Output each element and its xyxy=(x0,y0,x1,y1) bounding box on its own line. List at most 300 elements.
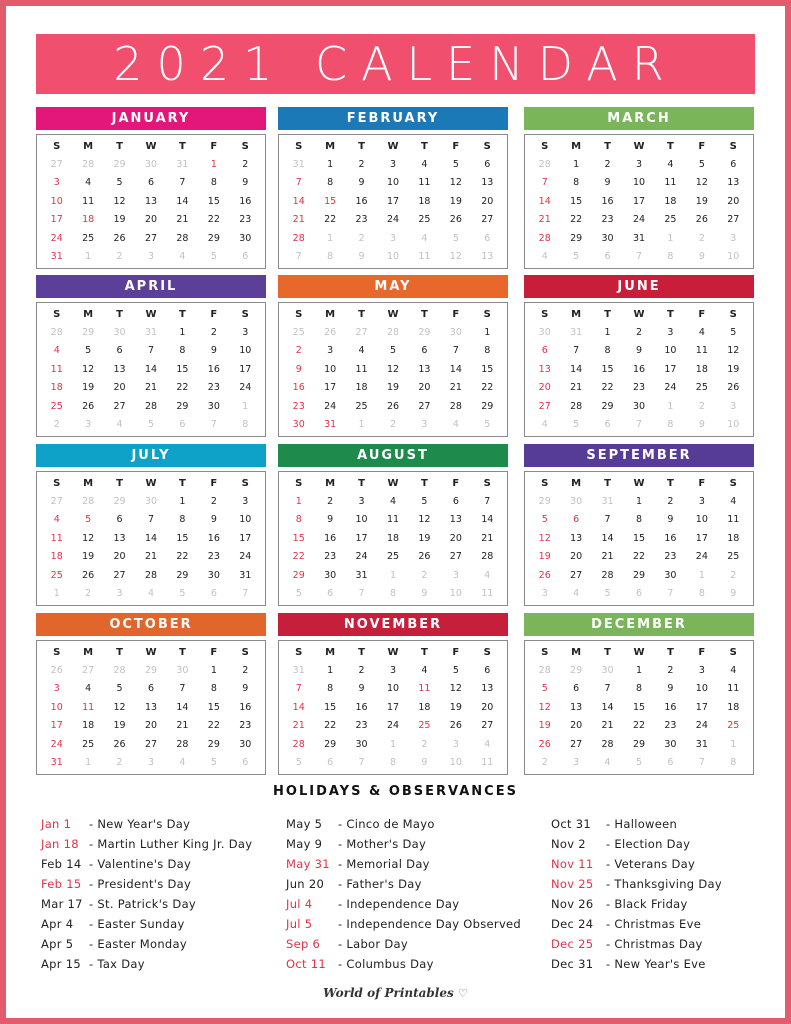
day-cell: 16 xyxy=(324,532,337,544)
holiday-name: - Memorial Day xyxy=(338,857,430,871)
weekday-label: S xyxy=(483,309,491,320)
weekday-label: T xyxy=(116,647,123,658)
week-row xyxy=(283,585,503,603)
day-cell: 31 xyxy=(239,569,252,581)
day-cell: 11 xyxy=(386,514,400,526)
day-cell: 8 xyxy=(179,514,186,526)
day-cell: 1 xyxy=(667,232,674,244)
day-cell: 11 xyxy=(418,177,431,189)
day-cell: 5 xyxy=(635,756,643,768)
day-cell: 2 xyxy=(242,159,249,170)
day-cell: 28 xyxy=(481,551,494,563)
day-cell: 29 xyxy=(418,327,431,338)
weekday-label: M xyxy=(571,647,582,658)
day-cell: 22 xyxy=(632,551,646,563)
week-row xyxy=(529,361,749,379)
day-cell: 22 xyxy=(176,551,189,563)
day-cell: 27 xyxy=(144,232,158,244)
day-cell: 7 xyxy=(147,345,155,357)
day-cell: 24 xyxy=(695,551,708,563)
day-cell: 19 xyxy=(82,551,95,563)
day-cell: 4 xyxy=(730,496,737,507)
day-cell: 30 xyxy=(538,327,551,338)
day-cell: 12 xyxy=(449,250,462,262)
day-cell: 5 xyxy=(295,587,302,599)
day-cell: 9 xyxy=(730,587,737,599)
day-cell: 23 xyxy=(239,214,252,226)
week-row xyxy=(41,680,261,698)
day-cell: 8 xyxy=(484,345,491,357)
week-row xyxy=(529,662,749,680)
day-cell: 16 xyxy=(239,195,252,207)
day-cell: 12 xyxy=(538,532,551,544)
day-cell: 13 xyxy=(113,532,126,544)
day-cell: 31 xyxy=(601,496,614,507)
day-cell: 29 xyxy=(144,665,158,676)
week-row xyxy=(41,548,261,566)
day-cell: 10 xyxy=(386,683,400,695)
day-cell: 22 xyxy=(292,551,305,563)
holiday-item xyxy=(551,934,722,954)
day-cell: 17 xyxy=(239,363,252,375)
weekday-label: S xyxy=(729,647,737,658)
day-cell: 5 xyxy=(452,665,459,676)
day-cell: 3 xyxy=(242,327,249,338)
weekday-label: M xyxy=(325,309,336,320)
holiday-date: Jul 4 xyxy=(286,897,313,911)
day-cell: 9 xyxy=(210,514,217,526)
month-grid xyxy=(524,302,754,437)
weekday-label: M xyxy=(571,309,582,320)
day-cell: 28 xyxy=(144,400,158,412)
month-header: APRIL xyxy=(36,275,266,298)
day-cell: 11 xyxy=(695,345,708,357)
holiday-item xyxy=(41,954,252,974)
day-cell: 7 xyxy=(635,250,643,262)
month-grid xyxy=(524,640,754,775)
day-cell: 16 xyxy=(601,195,614,207)
weekday-header-row xyxy=(529,644,749,662)
day-cell: 8 xyxy=(573,177,580,189)
weekday-header-row xyxy=(529,138,749,156)
day-cell: 13 xyxy=(727,177,740,189)
holiday-name: - President's Day xyxy=(89,877,192,891)
day-cell: 23 xyxy=(601,214,614,226)
day-cell: 9 xyxy=(698,250,705,262)
weekday-label: W xyxy=(145,141,157,152)
day-cell: 18 xyxy=(418,195,431,207)
day-cell: 7 xyxy=(358,756,365,768)
holiday-date: Jan 1 xyxy=(41,817,72,831)
day-cell: 15 xyxy=(481,363,494,375)
day-cell: 17 xyxy=(386,195,400,207)
day-cell: 24 xyxy=(239,551,252,563)
month-header: MARCH xyxy=(524,107,754,130)
month-august xyxy=(278,444,508,606)
day-cell: 7 xyxy=(295,177,302,189)
day-cell: 5 xyxy=(541,683,548,695)
month-header: SEPTEMBER xyxy=(524,444,754,467)
week-row xyxy=(529,754,749,772)
day-cell: 13 xyxy=(481,683,494,695)
day-cell: 18 xyxy=(664,195,677,207)
day-cell: 4 xyxy=(730,665,737,676)
weekday-label: F xyxy=(210,478,218,489)
day-cell: 10 xyxy=(386,250,400,262)
weekday-label: M xyxy=(83,647,94,658)
week-row xyxy=(283,324,503,342)
day-cell: 26 xyxy=(449,720,462,732)
day-cell: 1 xyxy=(389,738,397,750)
brand-logo xyxy=(0,986,791,1000)
weekday-label: W xyxy=(387,309,399,320)
week-row xyxy=(283,736,503,754)
weekday-label: W xyxy=(633,478,645,489)
day-cell: 21 xyxy=(292,720,305,732)
day-cell: 10 xyxy=(50,195,63,207)
holiday-item xyxy=(286,934,521,954)
day-cell: 3 xyxy=(327,345,334,357)
day-cell: 25 xyxy=(418,214,431,226)
day-cell: 12 xyxy=(113,701,126,713)
day-cell: 31 xyxy=(695,738,708,750)
day-cell: 23 xyxy=(664,551,677,563)
week-row xyxy=(283,680,503,698)
holiday-item xyxy=(41,914,252,934)
weekday-label: T xyxy=(604,309,611,320)
weekday-label: F xyxy=(452,478,460,489)
day-cell: 12 xyxy=(82,363,95,375)
day-cell: 25 xyxy=(727,720,740,732)
day-cell: 29 xyxy=(632,569,646,581)
day-cell: 5 xyxy=(179,587,186,599)
weekday-label: T xyxy=(667,309,674,320)
day-cell: 8 xyxy=(327,683,334,695)
day-cell: 14 xyxy=(601,701,614,713)
week-row xyxy=(283,193,503,211)
day-cell: 3 xyxy=(421,418,428,430)
month-grid xyxy=(278,302,508,437)
day-cell: 5 xyxy=(421,496,428,507)
day-cell: 18 xyxy=(727,701,740,713)
holiday-date: Dec 24 xyxy=(551,917,594,931)
day-cell: 7 xyxy=(484,496,491,507)
holiday-item xyxy=(551,874,722,894)
day-cell: 2 xyxy=(327,496,334,507)
day-cell: 26 xyxy=(418,551,431,563)
month-header: JULY xyxy=(36,444,266,467)
day-cell: 17 xyxy=(50,214,63,226)
day-cell: 17 xyxy=(695,701,708,713)
week-row xyxy=(41,585,261,603)
day-cell: 16 xyxy=(632,363,646,375)
week-row xyxy=(41,156,261,174)
day-cell: 30 xyxy=(239,232,252,244)
weekday-label: M xyxy=(325,141,336,152)
day-cell: 9 xyxy=(698,418,705,430)
day-cell: 9 xyxy=(358,250,365,262)
day-cell: 14 xyxy=(292,701,305,713)
day-cell: 26 xyxy=(538,569,551,581)
day-cell: 20 xyxy=(113,382,126,394)
day-cell: 2 xyxy=(421,569,428,581)
day-cell: 15 xyxy=(632,532,646,544)
weekday-label: T xyxy=(179,309,186,320)
day-cell: 19 xyxy=(538,720,551,732)
day-cell: 28 xyxy=(538,232,551,244)
day-cell: 24 xyxy=(355,551,368,563)
day-cell: 31 xyxy=(355,569,368,581)
weekday-label: S xyxy=(729,141,737,152)
weekday-label: F xyxy=(210,141,218,152)
day-cell: 11 xyxy=(664,177,677,189)
day-cell: 3 xyxy=(667,327,674,338)
holiday-name: - Independence Day xyxy=(338,897,460,911)
day-cell: 4 xyxy=(116,418,123,430)
holiday-date: Jul 5 xyxy=(286,917,313,931)
day-cell: 7 xyxy=(635,418,643,430)
day-cell: 22 xyxy=(324,214,337,226)
day-cell: 5 xyxy=(389,345,397,357)
day-cell: 11 xyxy=(481,756,494,768)
day-cell: 9 xyxy=(604,177,611,189)
day-cell: 5 xyxy=(85,514,92,526)
day-cell: 23 xyxy=(207,551,220,563)
holiday-date: May 5 xyxy=(286,817,323,831)
day-cell: 24 xyxy=(664,382,677,394)
week-row xyxy=(529,567,749,585)
holiday-item xyxy=(551,834,722,854)
day-cell: 4 xyxy=(667,159,674,170)
day-cell: 27 xyxy=(570,569,583,581)
week-row xyxy=(283,248,503,266)
day-cell: 20 xyxy=(144,720,158,732)
holiday-name: - Father's Day xyxy=(338,877,422,891)
day-cell: 2 xyxy=(730,569,737,581)
day-cell: 20 xyxy=(449,532,462,544)
day-cell: 7 xyxy=(210,418,217,430)
weekday-label: M xyxy=(325,647,336,658)
week-row xyxy=(283,548,503,566)
day-cell: 13 xyxy=(144,195,158,207)
day-cell: 6 xyxy=(667,756,674,768)
day-cell: 18 xyxy=(695,363,708,375)
day-cell: 11 xyxy=(355,363,368,375)
day-cell: 3 xyxy=(730,232,737,244)
day-cell: 29 xyxy=(113,496,126,507)
day-cell: 31 xyxy=(292,159,305,170)
day-cell: 7 xyxy=(452,345,459,357)
day-cell: 7 xyxy=(242,587,249,599)
week-row xyxy=(529,324,749,342)
month-header: MAY xyxy=(278,275,508,298)
day-cell: 3 xyxy=(698,496,705,507)
weekday-label: T xyxy=(667,478,674,489)
day-cell: 21 xyxy=(449,382,462,394)
week-row xyxy=(283,511,503,529)
weekday-label: T xyxy=(358,141,365,152)
day-cell: 4 xyxy=(179,250,186,262)
day-cell: 2 xyxy=(389,418,397,430)
day-cell: 3 xyxy=(541,587,548,599)
day-cell: 7 xyxy=(604,514,611,526)
day-cell: 26 xyxy=(695,214,708,226)
day-cell: 30 xyxy=(292,418,305,430)
day-cell: 9 xyxy=(421,587,428,599)
weekday-label: T xyxy=(179,478,186,489)
weekday-label: S xyxy=(541,647,549,658)
day-cell: 26 xyxy=(50,665,63,676)
day-cell: 5 xyxy=(295,756,302,768)
day-cell: 7 xyxy=(604,683,611,695)
day-cell: 21 xyxy=(601,720,614,732)
holiday-name: - Halloween xyxy=(606,817,678,831)
day-cell: 2 xyxy=(210,496,217,507)
holiday-date: Apr 5 xyxy=(41,937,74,951)
day-cell: 24 xyxy=(239,382,252,394)
weekday-label: S xyxy=(295,647,303,658)
weekday-header-row xyxy=(41,644,261,662)
day-cell: 5 xyxy=(116,177,123,189)
week-row xyxy=(529,548,749,566)
day-cell: 6 xyxy=(210,587,217,599)
weekday-label: F xyxy=(452,141,460,152)
day-cell: 15 xyxy=(207,701,220,713)
day-cell: 4 xyxy=(421,159,428,170)
day-cell: 12 xyxy=(695,177,708,189)
day-cell: 20 xyxy=(113,551,126,563)
week-row xyxy=(283,361,503,379)
holiday-name: - Mother's Day xyxy=(338,837,427,851)
day-cell: 14 xyxy=(570,363,583,375)
week-row xyxy=(283,662,503,680)
day-cell: 16 xyxy=(207,532,220,544)
day-cell: 22 xyxy=(176,382,189,394)
holiday-item xyxy=(286,954,521,974)
day-cell: 1 xyxy=(604,327,611,338)
week-row xyxy=(283,699,503,717)
day-cell: 17 xyxy=(632,195,646,207)
day-cell: 6 xyxy=(541,345,548,357)
holiday-item xyxy=(551,854,722,874)
day-cell: 1 xyxy=(179,496,186,507)
day-cell: 7 xyxy=(179,177,186,189)
day-cell: 7 xyxy=(295,250,302,262)
day-cell: 9 xyxy=(295,363,302,375)
day-cell: 20 xyxy=(570,551,583,563)
day-cell: 1 xyxy=(210,665,217,676)
day-cell: 3 xyxy=(53,683,60,695)
month-header: DECEMBER xyxy=(524,613,754,636)
weekday-label: T xyxy=(667,141,674,152)
day-cell: 24 xyxy=(50,738,63,750)
day-cell: 6 xyxy=(484,665,491,676)
week-row xyxy=(529,736,749,754)
week-row xyxy=(41,342,261,360)
day-cell: 29 xyxy=(292,569,305,581)
weekday-label: F xyxy=(452,647,460,658)
day-cell: 28 xyxy=(113,665,126,676)
weekday-label: T xyxy=(116,309,123,320)
day-cell: 1 xyxy=(295,496,302,507)
day-cell: 6 xyxy=(421,345,428,357)
holiday-item xyxy=(286,914,521,934)
day-cell: 23 xyxy=(239,720,252,732)
weekday-label: M xyxy=(571,478,582,489)
day-cell: 2 xyxy=(210,327,217,338)
holiday-name: - Valentine's Day xyxy=(89,857,192,871)
day-cell: 22 xyxy=(601,382,614,394)
day-cell: 27 xyxy=(538,400,551,412)
day-cell: 25 xyxy=(82,738,95,750)
day-cell: 28 xyxy=(292,738,305,750)
holiday-column xyxy=(41,814,252,974)
day-cell: 1 xyxy=(698,569,705,581)
weekday-label: F xyxy=(698,309,706,320)
day-cell: 15 xyxy=(292,532,305,544)
weekday-label: S xyxy=(295,141,303,152)
day-cell: 22 xyxy=(324,720,337,732)
day-cell: 9 xyxy=(667,683,674,695)
holiday-item xyxy=(286,854,521,874)
day-cell: 10 xyxy=(664,345,677,357)
day-cell: 26 xyxy=(538,738,551,750)
day-cell: 30 xyxy=(601,232,614,244)
day-cell: 1 xyxy=(667,400,674,412)
weekday-label: S xyxy=(295,309,303,320)
week-row xyxy=(283,567,503,585)
weekday-label: F xyxy=(698,647,706,658)
day-cell: 11 xyxy=(50,363,63,375)
month-header: JUNE xyxy=(524,275,754,298)
month-grid xyxy=(36,471,266,606)
day-cell: 3 xyxy=(698,665,705,676)
day-cell: 29 xyxy=(601,400,614,412)
day-cell: 4 xyxy=(484,738,491,750)
weekday-label: T xyxy=(358,478,365,489)
day-cell: 13 xyxy=(481,177,494,189)
weekday-label: S xyxy=(241,478,249,489)
week-row xyxy=(529,174,749,192)
day-cell: 27 xyxy=(449,551,462,563)
week-row xyxy=(529,248,749,266)
weekday-label: M xyxy=(83,309,94,320)
week-row xyxy=(283,416,503,434)
day-cell: 13 xyxy=(144,701,158,713)
holiday-date: May 9 xyxy=(286,837,323,851)
week-row xyxy=(283,530,503,548)
week-row xyxy=(529,156,749,174)
weekday-label: T xyxy=(667,647,674,658)
day-cell: 13 xyxy=(481,250,494,262)
day-cell: 10 xyxy=(449,587,462,599)
day-cell: 3 xyxy=(573,756,580,768)
weekday-label: F xyxy=(698,141,706,152)
week-row xyxy=(529,211,749,229)
month-september xyxy=(524,444,754,606)
week-row xyxy=(529,398,749,416)
day-cell: 11 xyxy=(727,514,740,526)
day-cell: 1 xyxy=(327,232,334,244)
day-cell: 11 xyxy=(50,532,63,544)
day-cell: 4 xyxy=(85,177,92,189)
day-cell: 22 xyxy=(481,382,494,394)
holiday-item xyxy=(41,874,252,894)
day-cell: 30 xyxy=(176,665,189,676)
day-cell: 19 xyxy=(695,195,708,207)
weekday-label: T xyxy=(358,309,365,320)
day-cell: 29 xyxy=(538,496,551,507)
